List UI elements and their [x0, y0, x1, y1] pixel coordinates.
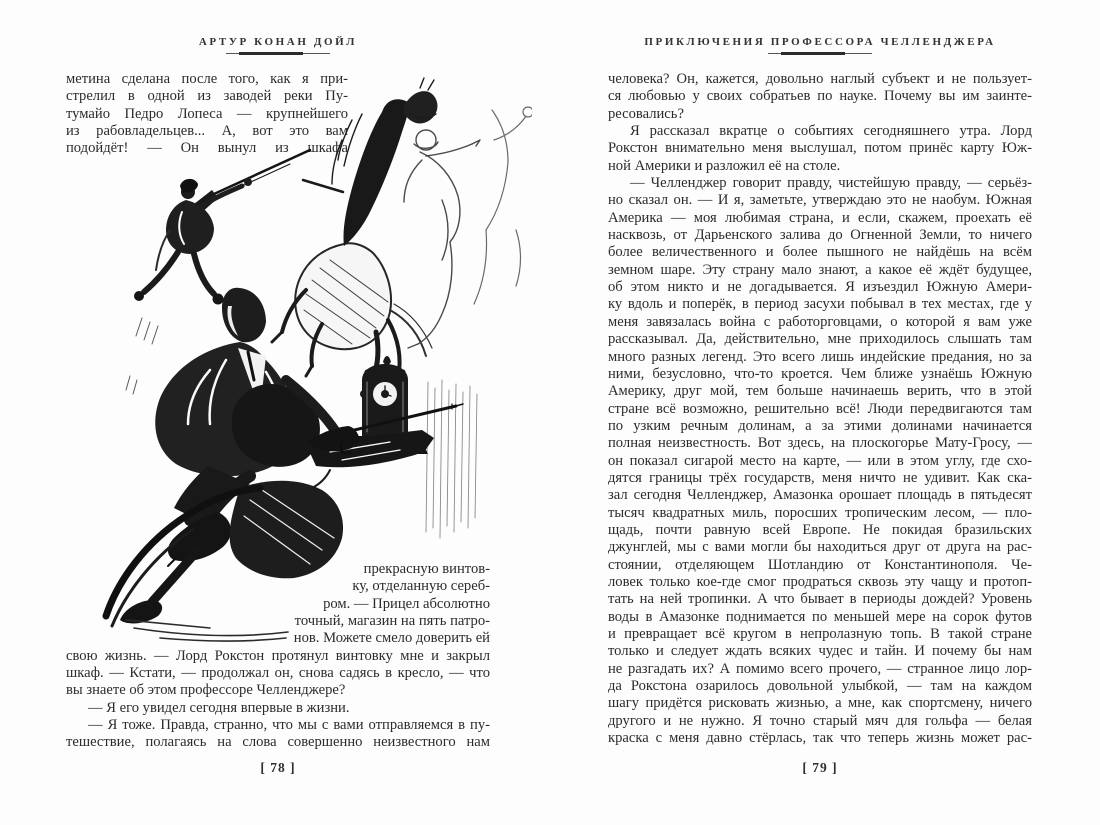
text-line: — Я его увидел сегодня впервые в жизни.: [88, 699, 350, 716]
text-line: об этом никто и не догадывается. Я изъездил Южную Амери-: [608, 279, 1032, 296]
text-line: ной Америки и разложил её на столе.: [608, 157, 841, 174]
text-line: воды в Амазонке поднимается по меньшей мере на сорок футов: [608, 608, 1032, 625]
text-line: много разных легенд. Это всего лишь индейские предания, но за: [608, 348, 1032, 365]
page-number-right: [ 79 ]: [802, 760, 838, 775]
text-line: шагу придётся рисковать жизнью, а мне, как спортсмену, ничего: [608, 695, 1032, 712]
text-line: ку, отделанную сереб-: [352, 578, 490, 595]
text-line: ними, безусловно, что-то кроется. Чем ближе узнаёшь Южную: [608, 365, 1032, 382]
text-line: из рабовладельцев... А, вот это вам: [66, 123, 348, 140]
text-line: подойдёт! — Он вынул из шкафа: [66, 140, 348, 157]
text-line: тысяч квадратных миль, поросших тропическим лесом, — пло-: [608, 504, 1032, 521]
text-line: да Рокстона озарилось довольной улыбкой, — там на каждом: [608, 678, 1032, 695]
text-line: точный, магазин на пять патро-: [294, 613, 490, 630]
text-line: тешествие, полагаясь на слова совершенно неизвестного нам: [66, 734, 490, 751]
left-bottom-text: [66, 561, 490, 752]
horse-figure: [272, 78, 437, 398]
text-line: другого и не нужно. Я точно старый мяч для гольфа — белая: [608, 712, 1032, 729]
text-line: меня завязалась война с работорговцами, о которой я вам уже: [608, 313, 1032, 330]
text-line: краска с меня давно стёрлась, так что теперь жизнь может рас-: [608, 730, 1032, 747]
right-body-text: [608, 71, 1032, 747]
text-line: ся любовью у своих собратьев по науке. Почему вы им заинте-: [608, 88, 1032, 105]
text-line: — Челленджер говорит правду, чистейшую правду, — серьёз-: [630, 175, 1032, 192]
header-rule: [768, 52, 872, 56]
text-line: полная неизвестность. Вот здесь, на плоскогорье Мату-Гросу, —: [608, 435, 1032, 452]
running-head-wrap: [608, 36, 1032, 56]
rifleman-figure: [134, 150, 310, 305]
text-line: щадь, почти равную всей Европе. Не покидая бразильских: [608, 521, 1032, 538]
text-line: прекрасную винтов-: [363, 561, 490, 577]
text-line: Америка — моя любимая страна, и если, скажем, проехать её: [608, 209, 1032, 226]
running-head-wrap: [66, 36, 490, 56]
text-line: более величественного и более пышного не найдёшь на всём: [608, 244, 1032, 261]
text-line: человека? Он, кажется, довольно наглый субъект и не пользует-: [608, 71, 1032, 87]
text-line: метина сделана после того, как я при-: [66, 71, 348, 87]
text-line: нов. Можете смело доверить ей: [293, 630, 490, 647]
running-head-title: ПРИКЛЮЧЕНИЯ ПРОФЕССОРА ЧЕЛЛЕНДЖЕРА: [644, 36, 996, 48]
text-line: стрелил в одной из заводей реки Пу-: [66, 88, 348, 105]
text-line: рассказывал. Да, действительно, мне приходилось слышать там: [608, 331, 1032, 348]
page-number-left: [ 78 ]: [260, 760, 296, 775]
background-figure: [474, 107, 532, 304]
running-head-author: АРТУР КОНАН ДОЙЛ: [198, 36, 358, 48]
text-line: тумайо Педро Лопеса — крупнейшего: [66, 105, 348, 122]
text-line: дятся границы трёх государств, меня ничто не удивит. Как ска-: [608, 469, 1032, 486]
text-line: шкаф. — Кстати, — продолжал он, снова садясь в кресло, — что: [66, 665, 490, 682]
text-line: тать на ней тропинки. А что бывает в периоды дождей? Уровень: [608, 591, 1032, 608]
text-line: Америку, друг мой, тем больше начинаешь верить, что в этой: [608, 383, 1032, 400]
text-line: насквозь, от Дарьенского залива до Огненной Земли, то ничего: [608, 227, 1032, 244]
text-line: вы знаете об этом профессоре Челленджере?: [66, 682, 346, 699]
text-line: и превращает всё кругом в непролазную топь. В такой стране: [608, 626, 1032, 642]
text-line: но сказал он. — И я, заметьте, утверждаю это не наобум. Южная: [608, 192, 1032, 209]
text-line: зал сегодня Челленджер, Амазонка орошает площадь в пятьдесят: [608, 487, 1032, 504]
text-line: стране всё возможно, решительно всё! Люди передвигаются там: [608, 400, 1032, 417]
text-line: Рокстон внимательно меня выслушал, потом принёс карту Юж-: [608, 140, 1032, 157]
text-line: не разгадать их? А помимо всего прочего, — странное лицо лор-: [608, 660, 1032, 677]
text-line: ресовались?: [608, 105, 684, 122]
text-line: по узким речным долинам, а за этими долинами начинается: [608, 417, 1032, 434]
header-rule: [226, 52, 330, 56]
text-line: Я рассказал вкратце о событиях сегодняшнего утра. Лорд: [630, 123, 1032, 140]
text-line: стоянии, отделяющем Шотландию от Константинополя. Че-: [608, 556, 1032, 573]
page-right: [550, 0, 1100, 825]
text-line: ку вдоль и поперёк, в период засухи побывал в тех местах, где у: [608, 296, 1032, 313]
text-line: — Я тоже. Правда, странно, что мы с вами отправляемся в пу-: [88, 717, 490, 734]
text-line: ловек только кое-где смог продраться сквозь эту чащу и протоп-: [608, 573, 1032, 590]
text-line: только и следует ждать всяких чудес и тайн. И почему бы нам: [608, 643, 1032, 660]
text-line: земном шаре. Эту страну мало знают, а какое её ждёт будущее,: [608, 261, 1032, 278]
text-line: джунглей, мы с вами могли бы находиться друг от друга на рас-: [608, 539, 1032, 556]
text-line: он показал сигарой место на карте, — или в этом углу, где схо-: [608, 452, 1032, 469]
text-line: свою жизнь. — Лорд Рокстон протянул винтовку мне и закрыл: [66, 647, 490, 664]
hatching-left: [126, 318, 158, 394]
text-line: ром. — Прицел абсолютно: [323, 595, 490, 612]
falling-rider-figure: [404, 130, 480, 348]
